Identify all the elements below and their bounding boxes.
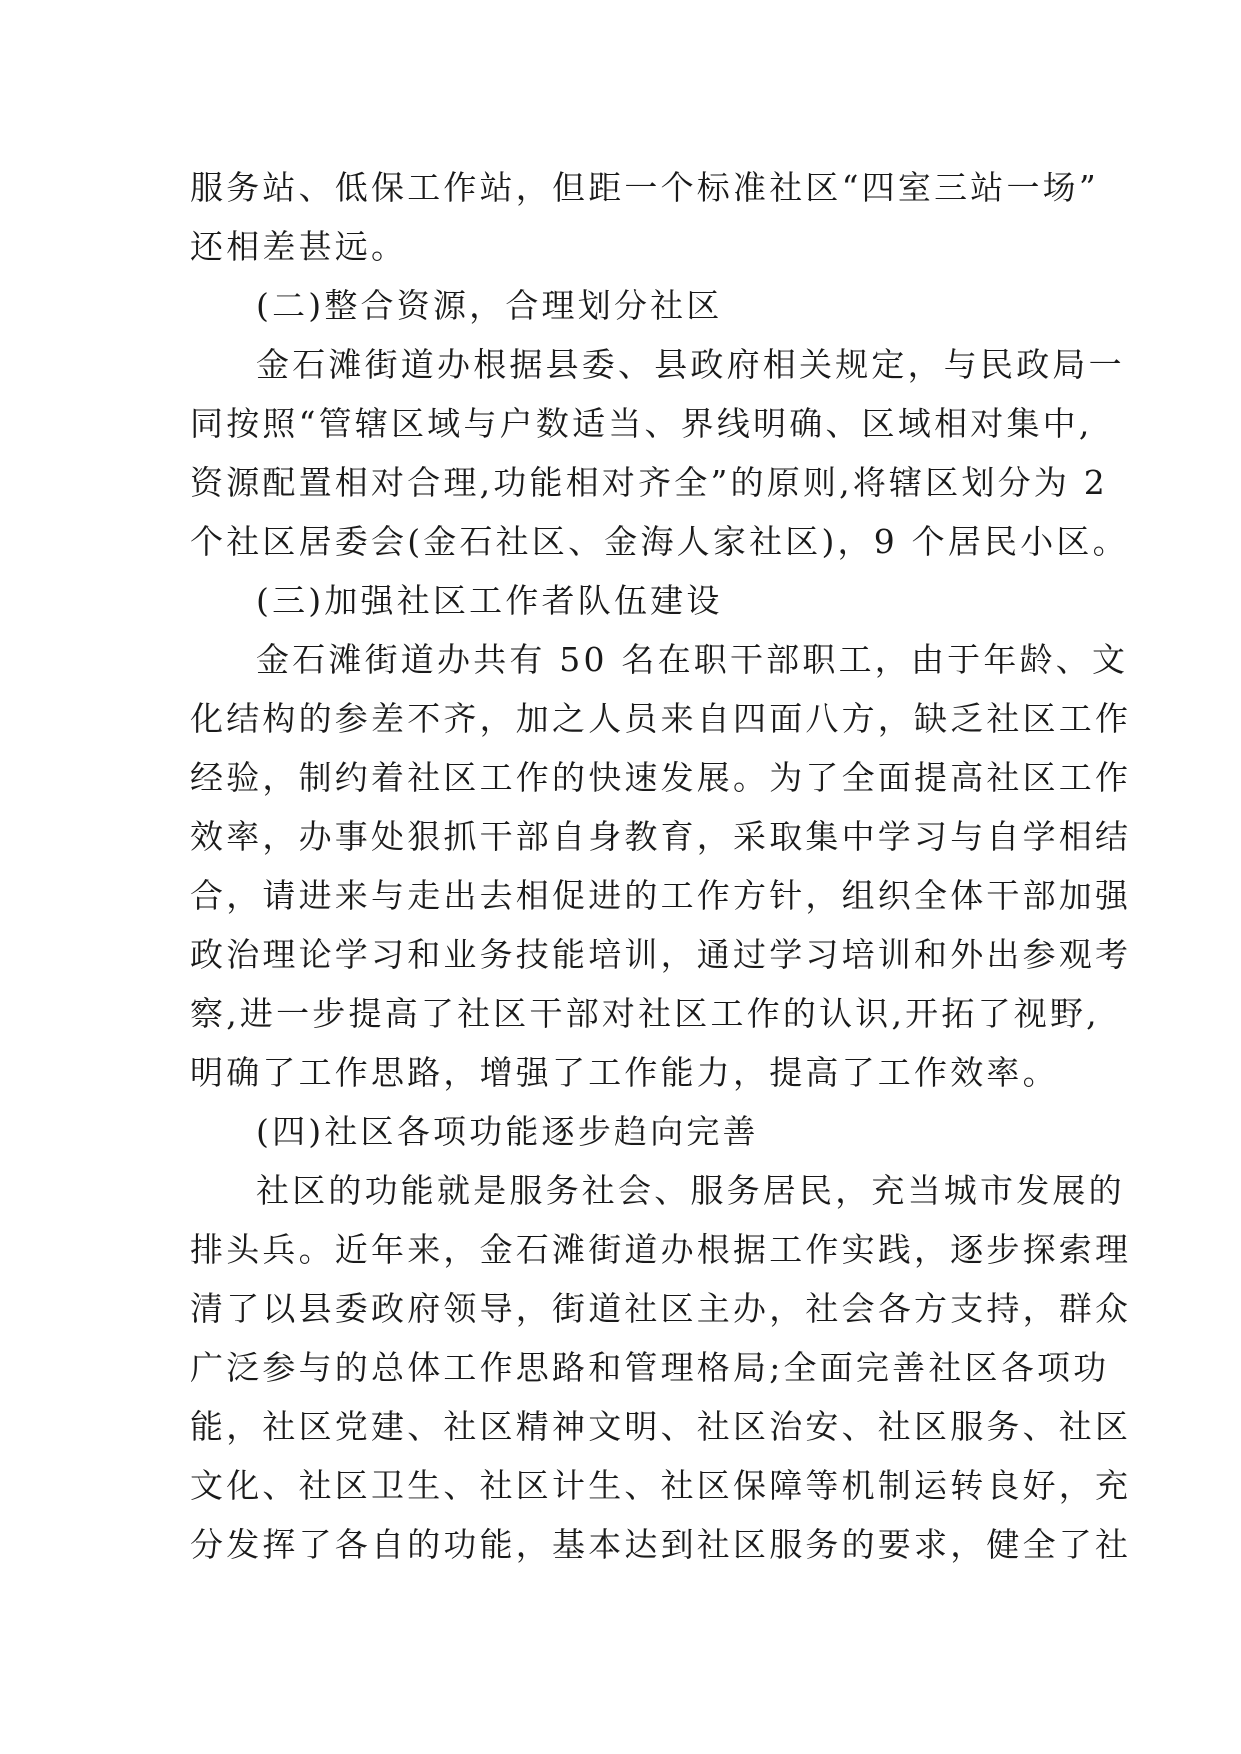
paragraph xyxy=(190,630,1132,1102)
text-line: 能，社区党建、社区精神文明、社区治安、社区服务、社区 xyxy=(190,1407,1132,1446)
text-line: 文化、社区卫生、社区计生、社区保障等机制运转良好，充 xyxy=(190,1466,1132,1505)
section-heading: (四)社区各项功能逐步趋向完善 xyxy=(256,1112,759,1151)
text-line: 政治理论学习和业务技能培训，通过学习培训和外出参观考 xyxy=(190,935,1132,974)
paragraph xyxy=(190,335,1129,571)
text-line: 社区的功能就是服务社会、服务居民，充当城市发展的 xyxy=(256,1171,1125,1210)
section-heading: (二)整合资源，合理划分社区 xyxy=(256,286,723,325)
text-line: 金石滩街道办根据县委、县政府相关规定，与民政局一 xyxy=(256,345,1125,384)
text-line: 分发挥了各自的功能，基本达到社区服务的要求，健全了社 xyxy=(190,1525,1132,1564)
text-line: 合，请进来与走出去相促进的工作方针，组织全体干部加强 xyxy=(190,876,1132,915)
text-line: 化结构的参差不齐，加之人员来自四面八方，缺乏社区工作 xyxy=(190,699,1132,738)
text-line: 经验，制约着社区工作的快速发展。为了全面提高社区工作 xyxy=(190,758,1132,797)
text-line: 同按照“管辖区域与户数适当、界线明确、区域相对集中, xyxy=(190,404,1093,443)
text-line: 金石滩街道办共有 50 名在职干部职工，由于年龄、文 xyxy=(256,640,1129,679)
text-line: 个社区居委会(金石社区、金海人家社区)，9 个居民小区。 xyxy=(190,522,1129,561)
text-line: 排头兵。近年来，金石滩街道办根据工作实践，逐步探索理 xyxy=(190,1230,1132,1269)
text-line: 服务站、低保工作站，但距一个标准社区“四室三站一场” xyxy=(190,168,1099,207)
text-line: 效率，办事处狠抓干部自身教育，采取集中学习与自学相结 xyxy=(190,817,1132,856)
text-line: 广泛参与的总体工作思路和管理格局;全面完善社区各项功 xyxy=(190,1348,1110,1387)
document-page xyxy=(190,158,1132,1574)
text-line: 清了以县委政府领导，街道社区主办，社会各方支持，群众 xyxy=(190,1289,1132,1328)
section-heading: (三)加强社区工作者队伍建设 xyxy=(256,581,723,620)
text-line: 明确了工作思路，增强了工作能力，提高了工作效率。 xyxy=(190,1053,1059,1092)
paragraph xyxy=(190,1161,1132,1574)
text-line: 资源配置相对合理,功能相对齐全”的原则,将辖区划分为 2 xyxy=(190,463,1108,502)
text-line: 察,进一步提高了社区干部对社区工作的认识,开拓了视野, xyxy=(190,994,1100,1033)
text-line: 还相差甚远。 xyxy=(190,227,408,266)
paragraph-continuation xyxy=(190,158,1099,276)
